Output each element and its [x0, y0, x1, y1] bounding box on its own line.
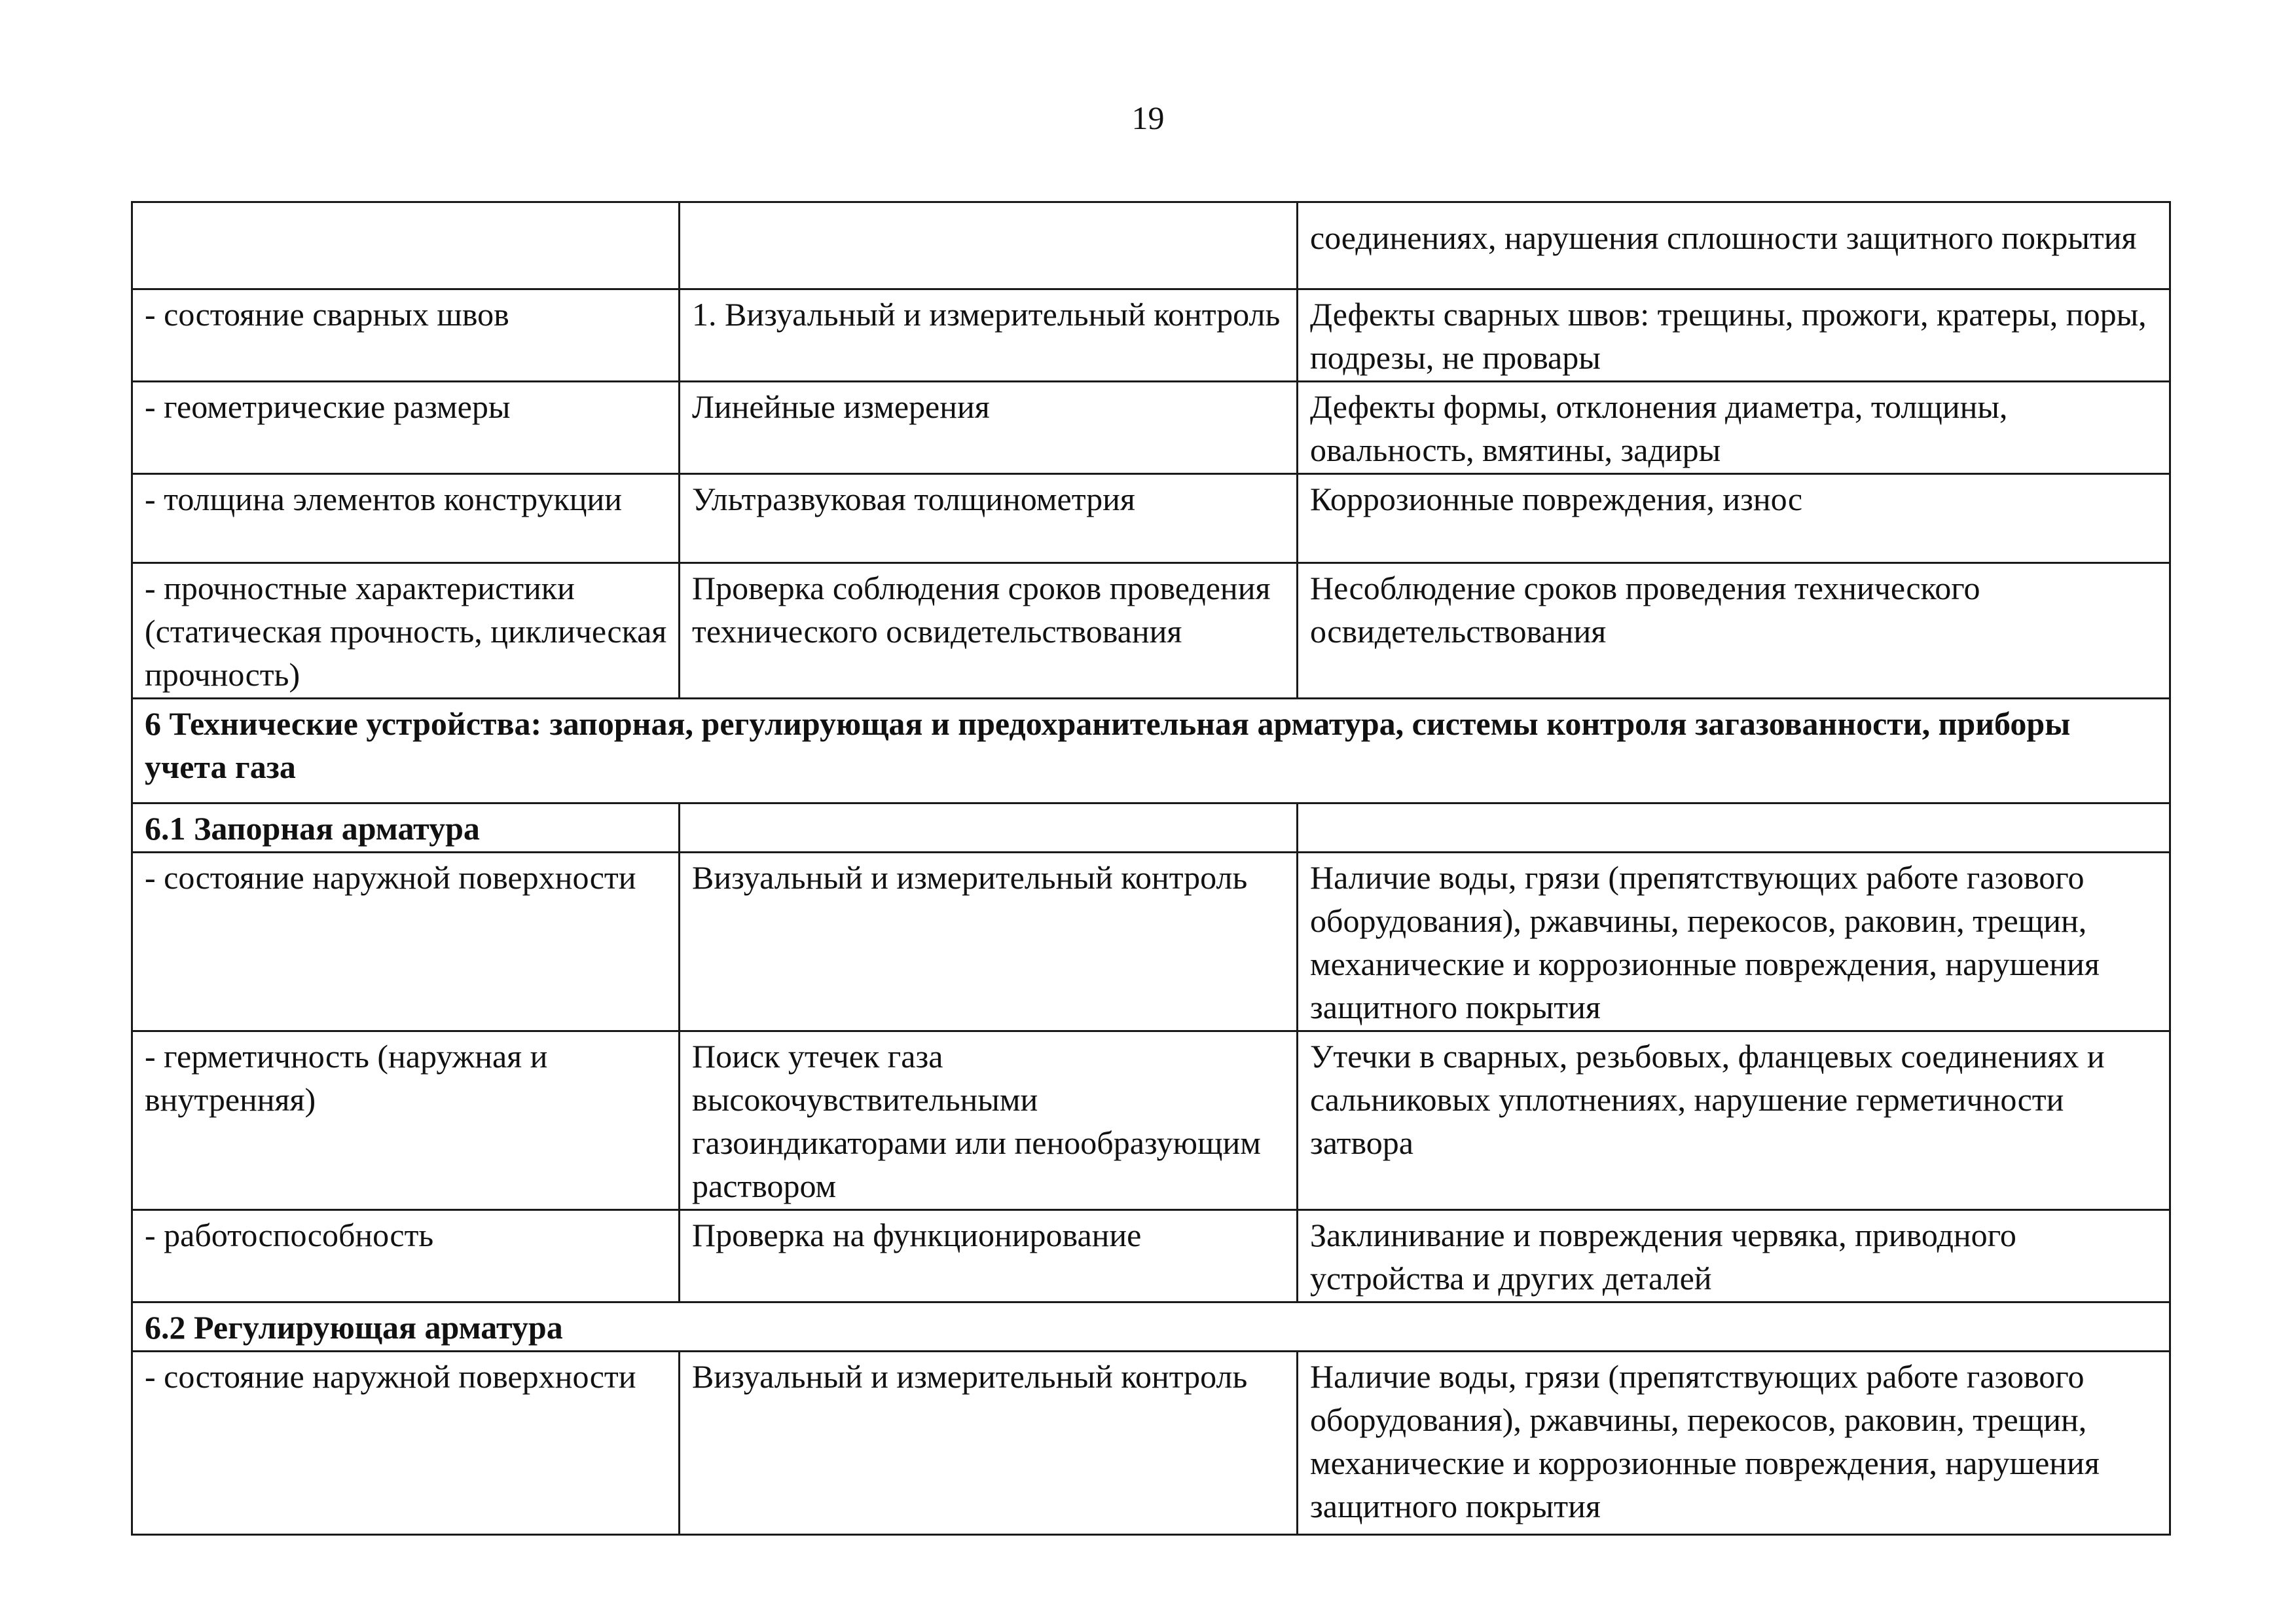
method-cell: Поиск утечек газа высокочувствительными газоиндикаторами или пенообразующим раствором	[680, 1031, 1298, 1210]
inspection-table	[131, 201, 2171, 1536]
method-cell: Проверка на функционирование	[680, 1210, 1298, 1302]
defects-cell: соединениях, нарушения сплошности защитного покрытия	[1298, 202, 2170, 289]
parameter-cell: - состояние сварных швов	[132, 289, 680, 382]
table-row	[132, 853, 2170, 1031]
page-number: 19	[1131, 100, 1165, 136]
table-row	[132, 563, 2170, 699]
method-cell: 1. Визуальный и измерительный контроль	[680, 289, 1298, 382]
defects-cell: Заклинивание и повреждения червяка, приводного устройства и других деталей	[1298, 1210, 2170, 1302]
method-cell	[680, 202, 1298, 289]
defects-cell: Коррозионные повреждения, износ	[1298, 474, 2170, 563]
method-cell: Проверка соблюдения сроков проведения технического освидетельствования	[680, 563, 1298, 699]
parameter-cell: - геометрические размеры	[132, 382, 680, 474]
table-row	[132, 202, 2170, 289]
section-heading: 6.2 Регулирующая арматура	[132, 1302, 2170, 1352]
defects-cell: Несоблюдение сроков проведения технического освидетельствования	[1298, 563, 2170, 699]
section-row	[132, 699, 2170, 803]
section-heading: 6 Технические устройства: запорная, регулирующая и предохранительная арматура, системы контроля загазованности, приборы учета газа	[132, 699, 2170, 803]
parameter-cell: - герметичность (наружная и внутренняя)	[132, 1031, 680, 1210]
method-cell: Визуальный и измерительный контроль	[680, 853, 1298, 1031]
method-cell: Линейные измерения	[680, 382, 1298, 474]
table-row	[132, 474, 2170, 563]
defects-cell: Дефекты сварных швов: трещины, прожоги, кратеры, поры, подрезы, не провары	[1298, 289, 2170, 382]
method-cell: Визуальный и измерительный контроль	[680, 1352, 1298, 1535]
table-body	[132, 202, 2170, 1535]
parameter-cell: 6.1 Запорная арматура	[132, 803, 680, 853]
parameter-cell: - толщина элементов конструкции	[132, 474, 680, 563]
defects-cell: Утечки в сварных, резьбовых, фланцевых соединениях и сальниковых уплотнениях, нарушение герметичности затвора	[1298, 1031, 2170, 1210]
table-row	[132, 289, 2170, 382]
parameter-cell: - состояние наружной поверхности	[132, 853, 680, 1031]
parameter-cell: - работоспособность	[132, 1210, 680, 1302]
parameter-cell: - прочностные характеристики (статическая прочность, циклическая прочность)	[132, 563, 680, 699]
defects-cell: Наличие воды, грязи (препятствующих работе газового оборудования), ржавчины, перекосов, раковин, трещин, механические и коррозионные повреждения, нарушения защитного покрытия	[1298, 1352, 2170, 1535]
defects-cell: Дефекты формы, отклонения диаметра, толщины, овальность, вмятины, задиры	[1298, 382, 2170, 474]
table-row	[132, 1210, 2170, 1302]
section-row	[132, 1302, 2170, 1352]
table-row	[132, 1031, 2170, 1210]
table-row	[132, 803, 2170, 853]
parameter-cell: - состояние наружной поверхности	[132, 1352, 680, 1535]
method-cell: Ультразвуковая толщинометрия	[680, 474, 1298, 563]
defects-cell: Наличие воды, грязи (препятствующих работе газового оборудования), ржавчины, перекосов, раковин, трещин, механические и коррозионные повреждения, нарушения защитного покрытия	[1298, 853, 2170, 1031]
table-row	[132, 382, 2170, 474]
method-cell	[680, 803, 1298, 853]
parameter-cell	[132, 202, 680, 289]
table-row	[132, 1352, 2170, 1535]
defects-cell	[1298, 803, 2170, 853]
